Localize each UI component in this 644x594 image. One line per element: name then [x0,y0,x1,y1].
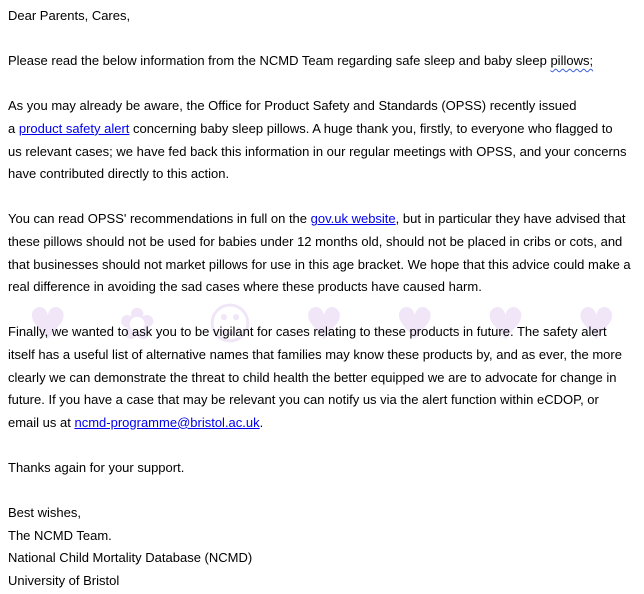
text-segment: . [259,414,264,430]
product-safety-alert-link[interactable]: product safety alert [18,120,130,136]
heart-icon: ♥ [576,299,616,350]
heart-icon: ♥ [28,299,68,350]
text-line: Finally, we wanted to ask you to be vigilant for cases relating to these products in future. The safety alert [8,324,607,340]
text-line: real difference in avoiding the sad cases where these products have caused harm. [8,279,482,295]
team-name: The NCMD Team. [8,527,112,543]
text-line: itself has a useful list of alternative names that families may know these products by, and as ever, the more [8,346,622,362]
gov-uk-website-link[interactable]: gov.uk website [310,211,396,227]
text-line: us relevant cases; we have fed back this information in our regular meetings with OPSS, and your concerns [8,143,627,159]
text-segment: a [8,120,19,136]
text-segment: , but in particular they have advised that [395,211,626,227]
thanks-line: Thanks again for your support. [8,459,185,475]
text-line: future. If you have a case that may be relevant you can notify us via the alert function within eCDOP, or [8,392,599,408]
smiley-icon: ☺ [206,299,253,350]
flower-icon: ✿ [118,299,156,350]
paragraph-vigilance [8,321,644,434]
heart-icon: ♥ [485,299,526,350]
email-link[interactable]: ncmd-programme@bristol.ac.uk [74,414,260,430]
text-line: clearly we can demonstrate the threat to child health the better equipped we are to advocate for change in [8,369,617,385]
heart-icon: ♥ [394,299,435,350]
text-segment: email us at [8,414,75,430]
paragraph-opss-alert [8,95,644,185]
spellcheck-word: pillows; [550,53,594,69]
text-line: As you may already be aware, the Office for Product Safety and Standards (OPSS) recently issued [8,98,577,114]
organisation-name: National Child Mortality Database (NCMD) [8,550,253,566]
intro-text: Please read the below information from the NCMD Team regarding safe sleep and baby sleep [8,53,551,69]
text-line [8,208,644,231]
text-line: these pillows should not be used for babies under 12 months old, should not be placed in cribs or cots, and [8,233,623,249]
closing: Best wishes, [8,505,81,521]
greeting: Dear Parents, Cares, [8,8,131,23]
paragraph-recommendations [8,208,644,298]
text-segment: You can read OPSS' recommendations in full on the [8,211,311,227]
intro-line [8,50,644,73]
university-name: University of Bristol [8,572,120,588]
signature-block [8,502,644,592]
text-line: have contributed directly to this action. [8,166,230,182]
text-line [8,118,644,141]
heart-icon: ♥ [304,299,344,350]
text-line [8,412,644,435]
text-segment: concerning baby sleep pillows. A huge thank you, firstly, to everyone who flagged to [129,120,613,136]
text-line: that businesses should not market pillows for use in this age bracket. We hope that this advice could make a [8,256,631,272]
